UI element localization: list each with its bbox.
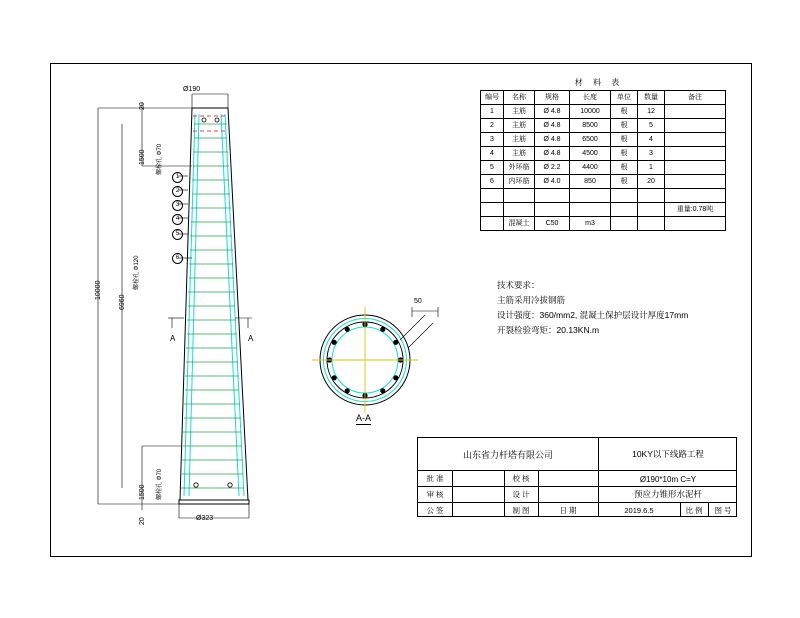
rebar-mark-1: 1 bbox=[172, 172, 183, 183]
cell-spec: Ø 4.8 bbox=[535, 119, 570, 133]
cell-unit bbox=[611, 203, 638, 217]
cell-no bbox=[481, 189, 504, 203]
cell-spec: Ø 4.8 bbox=[535, 147, 570, 161]
cell-length bbox=[570, 189, 611, 203]
cell-qty: 5 bbox=[638, 119, 665, 133]
cell-name: 主筋 bbox=[504, 133, 535, 147]
note-line: 技术要求： bbox=[497, 280, 540, 290]
cell-spec bbox=[535, 203, 570, 217]
label-scale: 比 例 bbox=[685, 505, 703, 515]
rebar-mark-3: 3 bbox=[172, 200, 183, 211]
table-row bbox=[481, 119, 726, 133]
cell-no: 4 bbox=[481, 147, 504, 161]
company-name: 山东省力杆塔有限公司 bbox=[462, 449, 553, 460]
drawing-name-line1: Ø190*10m C=Y bbox=[639, 474, 697, 484]
cell-blank bbox=[665, 217, 726, 231]
drawing-name-line2: 预应力锥形水泥杆 bbox=[633, 489, 702, 499]
section-mark-right: A bbox=[248, 334, 254, 343]
th-unit: 单位 bbox=[611, 91, 638, 105]
label-design: 设 计 bbox=[512, 489, 530, 499]
technical-notes bbox=[497, 278, 688, 338]
cell-unit: 根 bbox=[611, 175, 638, 189]
cell-concrete-unit: m3 bbox=[570, 217, 611, 231]
cell-no: 3 bbox=[481, 133, 504, 147]
materials-table-title: 材 料 表 bbox=[574, 78, 624, 87]
label-top-diameter: Ø190 bbox=[183, 86, 201, 93]
cell-remark bbox=[665, 161, 726, 175]
cell-weight-remark: 重量:0.78吨 bbox=[665, 203, 726, 217]
cell-blank bbox=[638, 217, 665, 231]
table-row bbox=[481, 133, 726, 147]
cell-unit: 根 bbox=[611, 133, 638, 147]
label-company-seal: 公 签 bbox=[426, 505, 444, 515]
title-block bbox=[417, 437, 737, 517]
cell-qty: 3 bbox=[638, 147, 665, 161]
rebar-mark-2: 2 bbox=[172, 186, 183, 197]
label-draw: 制 图 bbox=[512, 505, 530, 515]
rebar-mark-6: 6 bbox=[172, 253, 183, 264]
th-length: 长度 bbox=[570, 91, 611, 105]
cell-blank bbox=[611, 217, 638, 231]
cell-name: 外环筋 bbox=[504, 161, 535, 175]
section-mark-left: A bbox=[170, 334, 176, 343]
materials-table bbox=[480, 90, 726, 231]
cell-qty: 12 bbox=[638, 105, 665, 119]
th-name: 名称 bbox=[504, 91, 535, 105]
cell-no: 2 bbox=[481, 119, 504, 133]
label-check: 校 核 bbox=[512, 473, 530, 483]
cell-concrete-grade: C50 bbox=[535, 217, 570, 231]
cell-length bbox=[570, 203, 611, 217]
table-row bbox=[481, 189, 726, 203]
cell-name: 主筋 bbox=[504, 105, 535, 119]
cell-length: 10000 bbox=[570, 105, 611, 119]
table-row-concrete bbox=[481, 217, 726, 231]
cell-qty: 1 bbox=[638, 161, 665, 175]
cell-name bbox=[504, 203, 535, 217]
cell-remark bbox=[665, 133, 726, 147]
cell-name: 主筋 bbox=[504, 119, 535, 133]
label-bottom-segment: 1500 bbox=[139, 484, 146, 500]
note-line: 主筋采用冷拔钢筋 bbox=[497, 295, 566, 305]
cell-concrete-name: 混凝土 bbox=[504, 217, 535, 231]
label-rebar-length: 6960 bbox=[119, 294, 126, 310]
note-line: 开裂检验弯矩：20.13KN.m bbox=[497, 325, 600, 335]
th-qty: 数量 bbox=[638, 91, 665, 105]
th-spec: 规格 bbox=[535, 91, 570, 105]
cell-name: 内环筋 bbox=[504, 175, 535, 189]
cell-no: 1 bbox=[481, 105, 504, 119]
cell-unit: 根 bbox=[611, 147, 638, 161]
rebar-mark-4: 4 bbox=[172, 214, 183, 225]
table-row-weight bbox=[481, 203, 726, 217]
cell-unit: 根 bbox=[611, 161, 638, 175]
label-section-aa: A-A bbox=[356, 413, 372, 423]
label-wall-thickness: 50 bbox=[414, 298, 422, 305]
cell-blank bbox=[481, 217, 504, 231]
cell-spec: Ø 4.8 bbox=[535, 105, 570, 119]
cell-unit bbox=[611, 189, 638, 203]
table-row bbox=[481, 175, 726, 189]
label-top-segment: 1500 bbox=[139, 149, 146, 165]
cell-no: 6 bbox=[481, 175, 504, 189]
cell-spec bbox=[535, 189, 570, 203]
tb-vrule bbox=[452, 470, 453, 516]
label-bottom-diameter: Ø323 bbox=[196, 515, 214, 522]
section-aa-drawing bbox=[300, 305, 460, 425]
cell-remark bbox=[665, 147, 726, 161]
cell-length: 4500 bbox=[570, 147, 611, 161]
label-bottom-hole-note: 螺栓孔 Φ70 bbox=[157, 468, 163, 500]
label-top-hole-note: 螺栓孔 Φ70 bbox=[157, 143, 163, 175]
project-name: 10KY以下线路工程 bbox=[632, 449, 704, 459]
label-total-length: 10000 bbox=[95, 280, 102, 300]
cell-spec: Ø 4.0 bbox=[535, 175, 570, 189]
cell-unit: 根 bbox=[611, 119, 638, 133]
label-mid-hole-note: 螺栓孔 Φ120 bbox=[134, 255, 140, 290]
cell-qty: 20 bbox=[638, 175, 665, 189]
th-no: 编号 bbox=[481, 91, 504, 105]
label-date: 日 期 bbox=[559, 505, 577, 515]
cell-qty bbox=[638, 189, 665, 203]
note-line: 设计强度：360/mm2, 混凝土保护层设计厚度17mm bbox=[497, 310, 689, 320]
cell-qty bbox=[638, 203, 665, 217]
cell-length: 6500 bbox=[570, 133, 611, 147]
cell-spec: Ø 2.2 bbox=[535, 161, 570, 175]
cell-no: 5 bbox=[481, 161, 504, 175]
cell-remark bbox=[665, 175, 726, 189]
th-remark: 备注 bbox=[665, 91, 726, 105]
cell-remark bbox=[665, 119, 726, 133]
cell-length: 8500 bbox=[570, 119, 611, 133]
cell-no bbox=[481, 203, 504, 217]
label-top-offset: 20 bbox=[139, 102, 146, 110]
tb-hrule bbox=[418, 470, 736, 471]
label-approve: 批 准 bbox=[426, 473, 444, 483]
label-sheet-no: 图 号 bbox=[714, 505, 732, 515]
label-review: 审 核 bbox=[426, 489, 444, 499]
cell-name bbox=[504, 189, 535, 203]
table-row bbox=[481, 147, 726, 161]
table-row bbox=[481, 105, 726, 119]
cell-name: 主筋 bbox=[504, 147, 535, 161]
cell-qty: 4 bbox=[638, 133, 665, 147]
table-row bbox=[481, 161, 726, 175]
rebar-mark-5: 5 bbox=[172, 229, 183, 240]
value-date: 2019.6.5 bbox=[624, 505, 654, 515]
cell-remark bbox=[665, 105, 726, 119]
table-header-row bbox=[481, 91, 726, 105]
cell-length: 850 bbox=[570, 175, 611, 189]
cell-length: 4400 bbox=[570, 161, 611, 175]
cell-spec: Ø 4.8 bbox=[535, 133, 570, 147]
cell-remark bbox=[665, 189, 726, 203]
label-bottom-offset: 20 bbox=[139, 517, 146, 525]
cell-unit: 根 bbox=[611, 105, 638, 119]
